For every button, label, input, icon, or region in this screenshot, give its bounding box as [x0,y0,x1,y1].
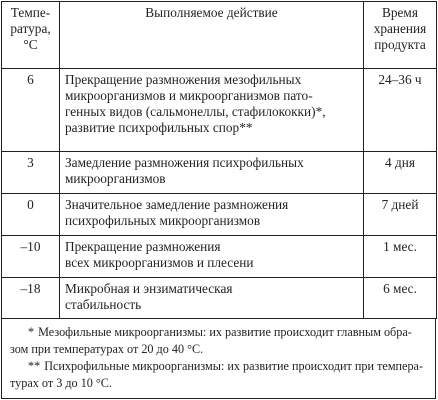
header-temperature-line: ратура, [10,21,51,36]
header-storage-line: продукта [374,37,426,52]
cell-storage-time: 7 дней [364,194,437,236]
cell-storage-time: 6 мес. [364,278,437,319]
footnote [10,324,429,358]
footnote-mark: ** [28,359,41,373]
cell-action-line: Прекращение размножения мезофильных [65,72,302,87]
cell-action [60,69,364,152]
cell-storage-time: 24–36 ч [364,69,437,152]
cell-storage-time: 1 мес. [364,236,437,278]
cell-temperature: 3 [2,152,60,194]
header-storage-line: Время [382,5,418,20]
table-row [2,278,437,319]
footnote-line: Мезофильные микроорганизмы: их развитие происходит главным обра- [38,325,412,339]
cell-action-line: стабильность [65,297,142,312]
header-temperature-line: °С [23,37,38,52]
footnote-line: зом при температурах от 20 до 40 °С. [10,342,204,356]
cell-temperature: –10 [2,236,60,278]
cell-temperature: 0 [2,194,60,236]
cell-action [60,152,364,194]
cell-action [60,194,364,236]
footnote-line: Психрофильные микроорганизмы: их развитие происходит при темпера- [44,359,424,373]
cell-action-line: психрофильных микроорганизмов [65,213,261,228]
cell-temperature: 6 [2,69,60,152]
header-temperature-line: Темпе- [10,5,51,20]
header-action: Выполняемое действие [60,2,364,69]
cell-action-line: всех микроорганизмов и плесени [65,255,254,270]
header-storage-time [364,2,437,69]
cell-action-line: Микробная и энзиматическая [65,281,233,296]
table-row [2,194,437,236]
header-temperature [2,2,60,69]
cell-action-line: микроорганизмов [65,171,166,186]
table-row [2,152,437,194]
footnote-line: турах от 3 до 10 °С. [10,376,112,390]
cell-action [60,236,364,278]
table-header-row [2,2,437,69]
footnotes [1,319,436,399]
cell-action-line: микроорганизмов и микроорганизмов пато- [65,88,313,103]
cell-action-line: генных видов (сальмонеллы, стафилококки)*, [65,104,326,119]
cell-action [60,278,364,319]
cell-action-line: развитие психрофильных спор** [65,120,253,135]
table-row [2,69,437,152]
footnote [10,358,429,392]
cell-action-line: Значительное замедление размножения [65,197,289,212]
header-storage-line: хранения [373,21,427,36]
cell-action-line: Замедление размножения психрофильных [65,155,304,170]
storage-table [1,1,437,319]
cell-action-line: Прекращение размножения [65,239,221,254]
table-row [2,236,437,278]
cell-temperature: –18 [2,278,60,319]
footnote-mark: * [28,325,35,339]
cell-storage-time: 4 дня [364,152,437,194]
